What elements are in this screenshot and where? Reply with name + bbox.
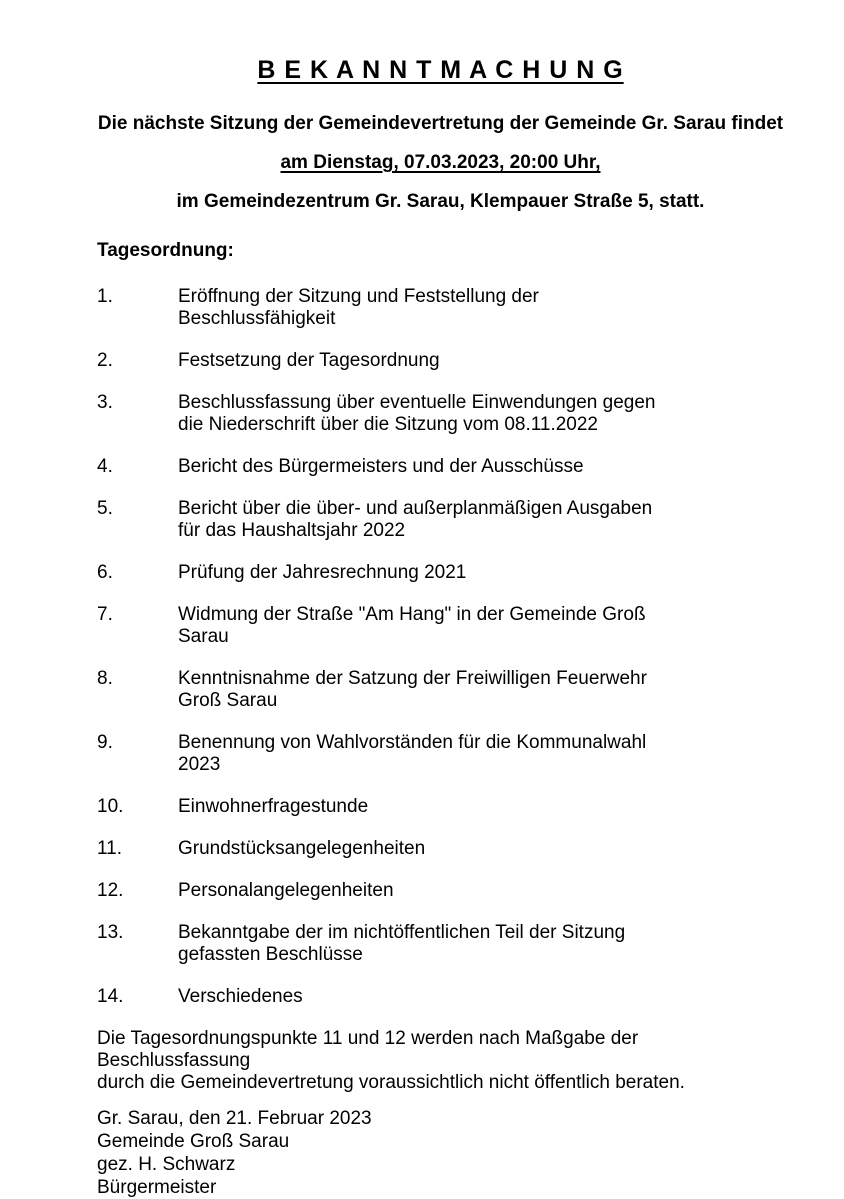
agenda-item-text-line: Bericht über die über- und außerplanmäßigen Ausgaben — [178, 498, 653, 519]
agenda-item — [97, 796, 784, 818]
agenda-list — [97, 286, 784, 1008]
intro-line-1: Die nächste Sitzung der Gemeindevertretung der Gemeinde Gr. Sarau findet — [97, 113, 784, 134]
agenda-item-number: 5. — [97, 498, 113, 519]
agenda-item-text — [178, 796, 784, 818]
agenda-item — [97, 838, 784, 860]
agenda-item-text — [178, 350, 784, 372]
intro-line-3: im Gemeindezentrum Gr. Sarau, Klempauer Straße 5, statt. — [176, 191, 705, 212]
agenda-item-number: 10. — [97, 796, 124, 817]
signature-line: Bürgermeister — [97, 1177, 217, 1198]
agenda-item-text-line: Benennung von Wahlvorständen für die Kommunalwahl — [178, 732, 647, 753]
agenda-item-number: 12. — [97, 880, 124, 901]
agenda-item-number: 8. — [97, 668, 113, 689]
agenda-item — [97, 562, 784, 584]
agenda-item — [97, 922, 784, 966]
agenda-item-text — [178, 498, 784, 542]
signature-line: gez. H. Schwarz — [97, 1154, 236, 1175]
agenda-item-text — [178, 838, 784, 860]
agenda-item-number: 7. — [97, 604, 113, 625]
agenda-item-text-line: Groß Sarau — [178, 690, 278, 711]
agenda-item-text-line: gefassten Beschlüsse — [178, 944, 363, 965]
agenda-item-number: 2. — [97, 350, 113, 371]
agenda-item — [97, 286, 784, 330]
agenda-item-text-line: Einwohnerfragestunde — [178, 796, 369, 817]
agenda-item — [97, 498, 784, 542]
agenda-item-text-line: Festsetzung der Tagesordnung — [178, 350, 440, 371]
agenda-item-text — [178, 392, 784, 436]
agenda-item-number: 1. — [97, 286, 113, 307]
agenda-item-text-line: Beschlussfassung über eventuelle Einwendungen gegen — [178, 392, 656, 413]
agenda-item-text — [178, 668, 784, 712]
agenda-item-number: 11. — [97, 838, 123, 859]
closing-note — [97, 1028, 784, 1094]
agenda-item-number: 13. — [97, 922, 124, 943]
agenda-item — [97, 604, 784, 648]
agenda-item-text-line: die Niederschrift über die Sitzung vom 08.11.2022 — [178, 414, 599, 435]
agenda-item-text-line: Personalangelegenheiten — [178, 880, 394, 901]
agenda-item-text-line: Eröffnung der Sitzung und Feststellung der — [178, 286, 539, 307]
agenda-heading: Tagesordnung: — [97, 240, 234, 261]
agenda-item-text-line: Prüfung der Jahresrechnung 2021 — [178, 562, 467, 583]
agenda-item-text-line: für das Haushaltsjahr 2022 — [178, 520, 406, 541]
agenda-item — [97, 986, 784, 1008]
agenda-item-text-line: Beschlussfähigkeit — [178, 308, 336, 329]
agenda-item-text — [178, 286, 784, 330]
closing-note-line: durch die Gemeindevertretung voraussichtlich nicht öffentlich beraten. — [97, 1072, 685, 1093]
agenda-item-number: 4. — [97, 456, 113, 477]
agenda-item-number: 14. — [97, 986, 124, 1007]
agenda-item-text — [178, 604, 784, 648]
agenda-item — [97, 880, 784, 902]
agenda-item-text-line: Sarau — [178, 626, 229, 647]
agenda-item — [97, 392, 784, 436]
agenda-item-text-line: Bekanntgabe der im nichtöffentlichen Teil der Sitzung — [178, 922, 626, 943]
agenda-item-text-line: Widmung der Straße "Am Hang" in der Gemeinde Groß — [178, 604, 646, 625]
agenda-item-text-line: Bericht des Bürgermeisters und der Ausschüsse — [178, 456, 584, 477]
agenda-item-text-line: Grundstücksangelegenheiten — [178, 838, 426, 859]
agenda-item-number: 6. — [97, 562, 113, 583]
agenda-item-number: 3. — [97, 392, 113, 413]
agenda-item-text — [178, 880, 784, 902]
signature-line: Gr. Sarau, den 21. Februar 2023 — [97, 1108, 372, 1129]
agenda-item — [97, 732, 784, 776]
agenda-item-text — [178, 922, 784, 966]
page-title — [97, 55, 784, 85]
agenda-item — [97, 668, 784, 712]
meeting-date-text: am Dienstag, 07.03.2023, 20:00 Uhr, — [280, 152, 601, 173]
agenda-item-text-line: Kenntnisnahme der Satzung der Freiwilligen Feuerwehr — [178, 668, 647, 689]
signature-block — [97, 1107, 784, 1199]
agenda-item-number: 9. — [97, 732, 113, 753]
agenda-item — [97, 456, 784, 478]
page-title-text: B E K A N N T M A C H U N G — [257, 56, 624, 84]
closing-note-line: Die Tagesordnungspunkte 11 und 12 werden nach Maßgabe der Beschlussfassung — [97, 1028, 639, 1071]
agenda-item-text — [178, 986, 784, 1008]
agenda-item-text-line: Verschiedenes — [178, 986, 303, 1007]
agenda-item-text-line: 2023 — [178, 754, 221, 775]
agenda-item — [97, 350, 784, 372]
agenda-item-text — [178, 732, 784, 776]
agenda-item-text — [178, 562, 784, 584]
signature-line: Gemeinde Groß Sarau — [97, 1131, 290, 1152]
intro-line-2 — [97, 152, 784, 174]
agenda-item-text — [178, 456, 784, 478]
